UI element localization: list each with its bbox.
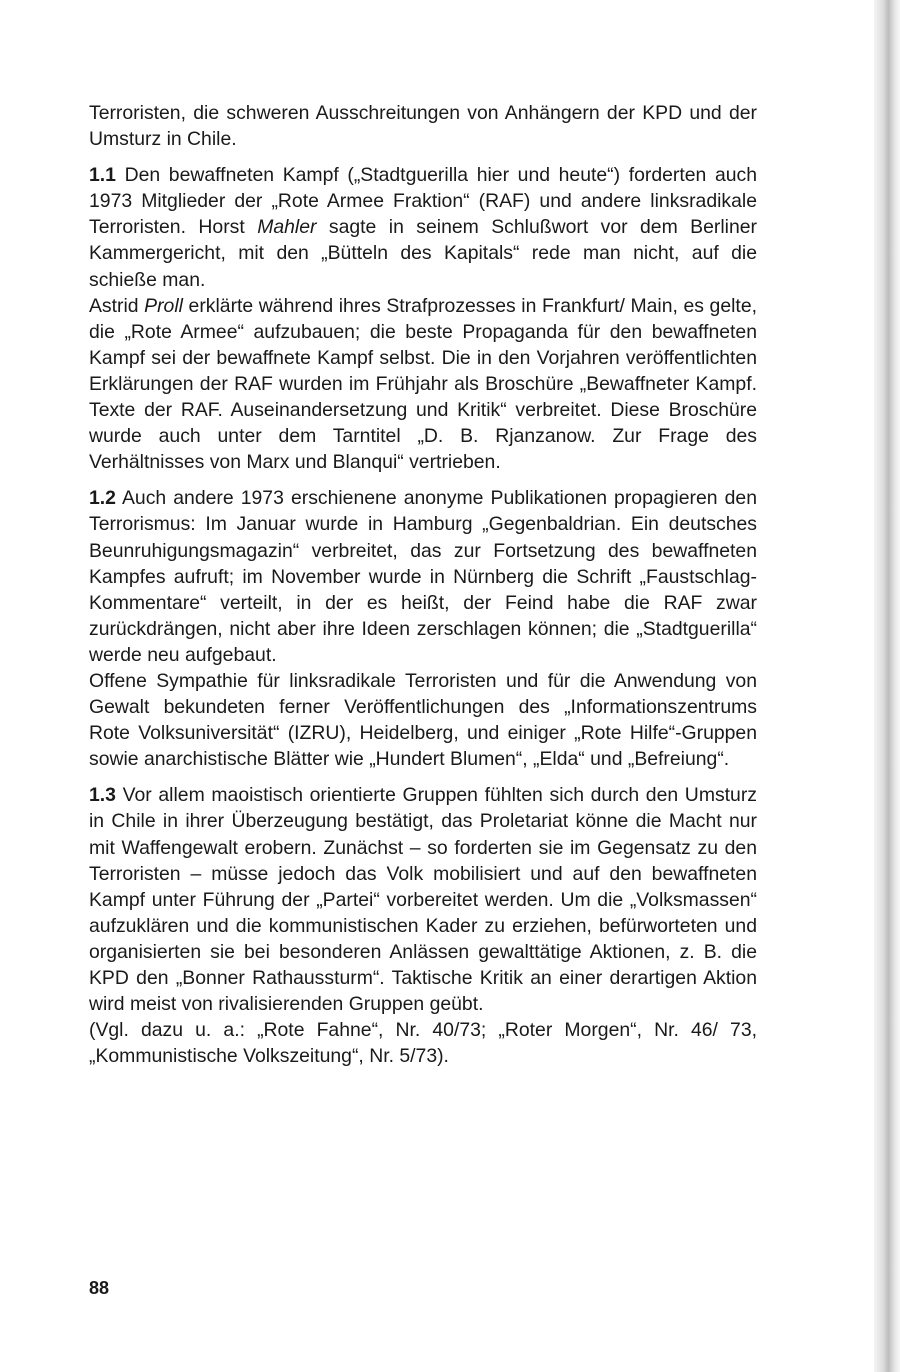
person-name: Mahler [257,216,317,239]
page-edge-shadow [874,0,900,1372]
paragraph-text: erklärte während ihres Strafprozesses in Frankfurt/ Main, es gelte, die „Rote Armee“ aufzubauen; die beste Propaganda für den bewaffneten Kampf sei der bewaffnete Kampf selbst. Die in den Vorjahren veröffentlichten Erklärungen der RAF wurden im Frühjahr als Broschüre „Bewaffneter Kampf. Texte der RAF. Auseinandersetzung und Kritik“ verbreitet. Diese Broschüre wurde auch unter dem Tarntitel „D. B. Rjanzanow. Zur Frage des Verhältnisses von Marx und Blanqui“ vertrieben. [89,294,757,474]
paragraph-1-3 [89,782,757,1017]
paragraph-continuation: Terroristen, die schweren Ausschreitungen von Anhängern der KPD und der Umsturz in Chile. [89,102,757,151]
paragraph-sympathie: Offene Sympathie für linksradikale Terroristen und für die Anwendung von Gewalt bekundeten ferner Veröffentlichungen des „Informationszentrums Rote Volksuniversität“ (IZRU), Heidelberg, und einiger „Rote Hilfe“-Gruppen sowie anarchistische Blätter wie „Hundert Blumen“, „Elda“ und „Befreiung“. [89,669,757,771]
paragraph-1-1 [89,162,757,292]
paragraph-text: Den bewaffneten Kampf („Stadtguerilla hier und heute“) forderten auch 1973 Mitglieder der „Rote Armee Fraktion“ (RAF) und andere linksradikale Terroristen. Horst [89,164,757,239]
body-text [89,100,757,1069]
person-name: Proll [144,294,183,317]
section-number: 1.2 [89,487,116,510]
section-number: 1.1 [89,164,116,187]
paragraph-text: Astrid [89,294,145,317]
paragraph-text: Auch andere 1973 erschienene anonyme Publikationen propagieren den Terrorismus: Im Januar wurde in Hamburg „Gegenbaldrian. Ein deutsches Beunruhigungsmagazin“ verbreitet, das zur Fortsetzung des bewaffneten Kampfes aufruft; im November wurde in Nürnberg die Schrift „Faustschlag-Kommentare“ verteilt, in der es heißt, der Feind habe die RAF zwar zurückdrängen, nicht aber ihre Ideen zerschlagen können; die „Stadtguerilla“ werde neu aufgebaut. [89,487,757,666]
paragraph-references: (Vgl. dazu u. a.: „Rote Fahne“, Nr. 40/73; „Roter Morgen“, Nr. 46/ 73, „Kommunistische Volkszeitung“, Nr. 5/73). [89,1019,757,1068]
section-number: 1.3 [89,784,116,807]
paragraph-1-2 [89,485,757,668]
page-number: 88 [89,1278,110,1298]
paragraph-text: Vor allem maoistisch orientierte Gruppen fühlten sich durch den Umsturz in Chile in ihrer Überzeugung bestätigt, das Proletariat könne die Macht nur mit Waffengewalt erobern. Zunächst – so forderten sie im Gegensatz zu den Terroristen – müsse jedoch das Volk mobilisiert und auf den bewaffneten Kampf unter Führung der „Partei“ vorbereitet werden. Um die „Volksmassen“ aufzuklären und die kommunistischen Kader zu erziehen, befürworteten und organisierten sie bei besonderen Anlässen gewalttätige Aktionen, z. B. die KPD den „Bonner Rathaussturm“. Taktische Kritik an einer derartigen Aktion wird meist von rivalisierenden Gruppen geübt. [89,784,757,1016]
paragraph-proll [89,293,757,476]
paragraph-text: sagte in seinem Schlußwort vor dem Berliner Kammergericht, mit den „Bütteln des Kapitals“ rede man nicht, auf die schieße man. [89,216,757,291]
